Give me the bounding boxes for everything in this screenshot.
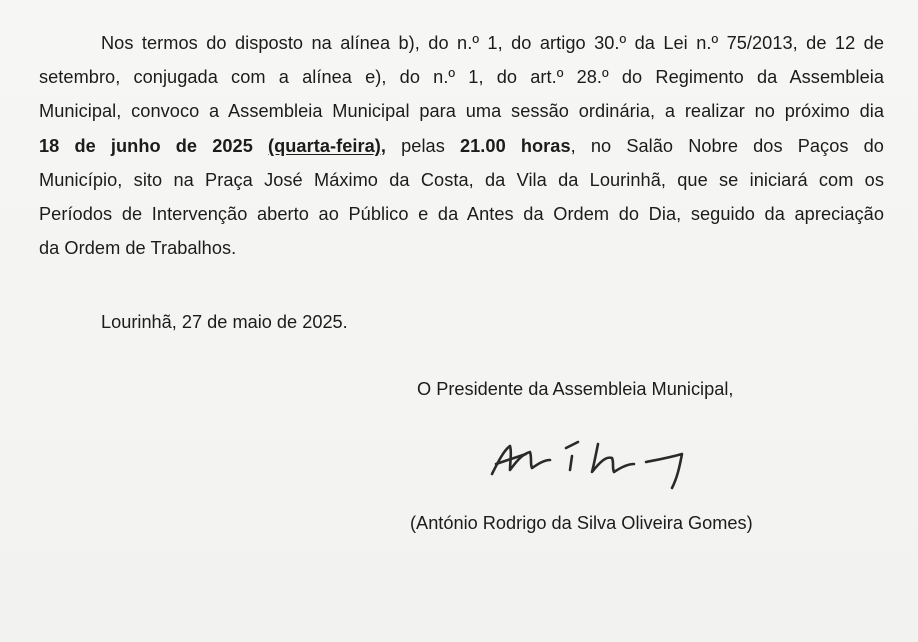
paragraph-line-2: setembro, conjugada com a alínea e), do n.º 1, do art.º 28.º do Regimento da Assembleia [39, 67, 884, 88]
session-time: 21.00 horas [459, 135, 571, 156]
session-location-start: , no Salão Nobre dos Paços do [570, 135, 884, 156]
paragraph-line-3: Municipal, convoco a Assembleia Municipal para uma sessão ordinária, a realizar no próximo dia [39, 101, 884, 122]
paragraph-line-1: Nos termos do disposto na alínea b), do n.º 1, do artigo 30.º da Lei n.º 75/2013, de 12 de [101, 33, 884, 53]
paragraph-line-5: Município, sito na Praça José Máximo da Costa, da Vila da Lourinhã, que se iniciará com os [39, 169, 884, 190]
handwritten-signature-icon [486, 428, 706, 498]
signatory-role: O Presidente da Assembleia Municipal, [417, 379, 734, 399]
place-and-date: Lourinhã, 27 de maio de 2025. [101, 312, 348, 332]
paragraph-line-6: Períodos de Intervenção aberto ao Público e da Antes da Ordem do Dia, seguido da apreciação [39, 203, 884, 224]
paragraph-line-4 [39, 129, 884, 163]
session-weekday: (quarta-feira), [268, 135, 386, 156]
signatory-name: (António Rodrigo da Silva Oliveira Gomes) [410, 513, 753, 533]
convocation-paragraph [39, 26, 884, 265]
session-date: 18 de junho de 2025 [39, 135, 253, 156]
paragraph-line-7: da Ordem de Trabalhos. [39, 238, 237, 259]
pelas-word: pelas [401, 135, 445, 156]
